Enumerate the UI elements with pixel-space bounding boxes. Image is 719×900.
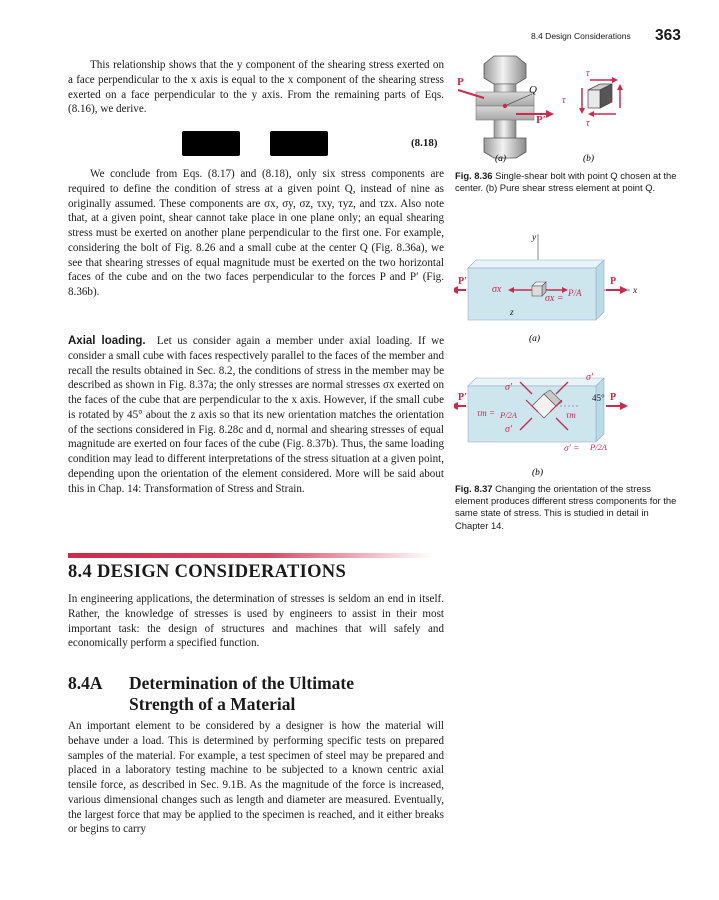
fig837b-label-sigma-prime-top: σ′ xyxy=(505,382,513,393)
fig837-caption xyxy=(455,483,683,532)
fig836-label-q: Q xyxy=(529,84,537,96)
fig836-label-p-prime: P′ xyxy=(536,114,546,126)
fig836-caption-text: Single-shear bolt with point Q chosen at the center. (b) Pure shear stress element at point Q. xyxy=(455,170,677,194)
fig836-caption-number: Fig. 8.36 xyxy=(455,170,493,181)
section-rule xyxy=(68,553,432,558)
fig837b-label-45: 45° xyxy=(592,393,605,403)
paragraph-5: An important element to be considered by a designer is how the material will behave under a load. This is determined by performing specific tests on prepared samples of the material. For example, a test specimen of steel may be prepared and placed in a laboratory testing machine to be subjected to a known centric axial tensile force, as described in Sec. 9.1B. As the magnitude of the force is increased, various dimensional changes such as length and diameter are measured. Eventually, the largest force that may be applied to the specimen is reached, and it either breaks or begins to carry xyxy=(68,720,444,836)
fig836-label-p: P xyxy=(457,76,464,88)
fig836-sub-a: (a) xyxy=(495,154,507,164)
fig837-sub-a: (a) xyxy=(529,334,541,344)
fig836-label-tau-left: τ xyxy=(562,95,566,106)
equation-redacted-block xyxy=(182,131,240,156)
paragraph-3 xyxy=(68,334,444,496)
paragraph-3-text: Let us consider again a member under axial loading. If we consider a small cube with faces respectively parallel to the faces of the member and recall the results obtained in Sec. 8.2, the conditions of stress in the member may be described as shown in Fig. 8.37a; the only stresses are normal stresses σx exerted on the faces of the cube that are perpendicular to the x axis. However, if the small cube is rotated by 45° about the z axis so that its new orientation matches the orientation of the sections considered in Fig. 8.28c and d, normal and shearing stresses of equal magnitude are exerted on four faces of the cube (Fig. 8.37b). Thus, the same loading condition may lead to different interpretations of the stress situation at a given point, depending upon the orientation of the element considered. More will be said about this in Chap. 14: Transformation of Stress and Strain. xyxy=(68,335,445,495)
equation-number: (8.18) xyxy=(411,137,438,149)
page-number: 363 xyxy=(655,27,681,44)
paragraph-2: We conclude from Eqs. (8.17) and (8.18), only six stress components are required to define the condition of stress at a given point Q, instead of nine as originally assumed. These components are σx, σy, σz, τxy, τyz, and τzx. Also note that, at a given point, shear cannot take place in one plane only; an equal shearing stress must be exerted on another plane perpendicular to the first one. For example, considering the bolt of Fig. 8.26 and a small cube at the center Q (Fig. 8.36a), we see that shearing stresses of equal magnitude must be exerted on the two horizontal faces of the cube and on the two faces perpendicular to the forces P and P′ (Fig. 8.36b). xyxy=(68,168,444,298)
section-title: 8.4 DESIGN CONSIDERATIONS xyxy=(68,562,347,582)
fig837-label-x: x xyxy=(633,286,638,296)
fig837b-label-p-prime: P′ xyxy=(458,392,467,403)
point-q-marker xyxy=(503,104,507,108)
fig837b-label-tau-m-eq: τm = xyxy=(477,408,496,418)
paragraph-4: In engineering applications, the determination of stresses is seldom an end in itself. Rather, the knowledge of stresses is used by engineers to assist in their most important task: the design of structures and machines that will safely and economically perform a specified function. xyxy=(68,593,444,650)
fig837b-label-sigma-prime-right: σ′ xyxy=(586,372,594,383)
equation-redacted-block xyxy=(270,131,328,156)
fig837-label-y: y xyxy=(532,233,537,243)
fig837a-label-p-over-a: P/A xyxy=(568,288,582,298)
fig837b-label-sigma-prime-bottom: σ′ xyxy=(505,424,513,435)
fig837-sub-b: (b) xyxy=(532,468,544,478)
fig837a-label-sigma-x: σx xyxy=(492,284,502,295)
subsection-title-line-1: Determination of the Ultimate xyxy=(129,673,355,693)
bolt-head xyxy=(484,56,526,84)
fig837a-label-sigma-x-eq: σx = xyxy=(545,293,564,304)
fig837a-label-p: P xyxy=(610,276,617,287)
fig837a-label-p-prime: P′ xyxy=(458,276,467,287)
running-header-section: 8.4 Design Considerations xyxy=(531,31,631,41)
fig836-label-tau-bottom: τ xyxy=(586,118,590,129)
fig837-caption-number: Fig. 8.37 xyxy=(455,483,493,494)
paragraph-1: This relationship shows that the y component of the shearing stress exerted on a face perpendicular to the x axis is equal to the x component of the shearing stress exerted on a face perpendicular to the y axis. From the remaining parts of Eqs. (8.16), we derive. xyxy=(68,59,444,116)
figure-8-37b xyxy=(454,370,679,470)
fig837b-label-p: P xyxy=(610,392,617,403)
fig837-label-z: z xyxy=(510,308,514,318)
fig837b-label-tau-m: τm xyxy=(566,410,576,420)
figure-8-36 xyxy=(454,50,694,166)
fig836-sub-b: (b) xyxy=(583,154,595,164)
figure-8-37a xyxy=(454,232,679,342)
fig837b-label-p-over-2a: P/2A xyxy=(500,410,517,420)
fig836-label-tau-right: τ xyxy=(608,95,612,106)
fig836-label-tau-top: τ xyxy=(586,68,590,79)
subsection-title-line-2: Strength of a Material xyxy=(129,694,296,714)
fig837b-label-sigma-prime-eq: σ′ = xyxy=(564,444,580,454)
subsection-number: 8.4A xyxy=(68,673,103,693)
fig837-caption-text: Changing the orientation of the stress element produces different stress components for the same state of stress. This is studied in detail in Chapter 14. xyxy=(455,483,677,531)
fig837b-label-p-over-2a-2: P/2A xyxy=(590,442,607,452)
fig836-caption xyxy=(455,170,680,194)
run-in-heading: Axial loading. xyxy=(68,335,146,347)
stress-element-cube xyxy=(532,282,546,296)
